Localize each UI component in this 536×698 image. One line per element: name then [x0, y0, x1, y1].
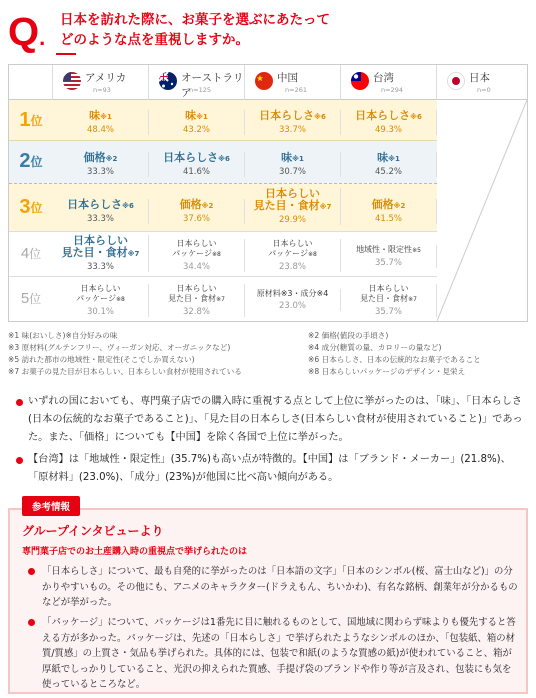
sample-size-japan: n=0 [477, 86, 491, 94]
cell-r3-usa: 日本らしさ※6 33.3% [53, 199, 149, 224]
country-name-taiwan: 台湾 [373, 72, 394, 84]
cell-r3-australia: 価格※2 37.6% [149, 199, 245, 224]
sample-size-usa: n=93 [93, 86, 111, 94]
cell-r1-china: 日本らしさ※6 33.7% [245, 110, 341, 135]
cell-r2-taiwan: 味※1 45.2% [341, 152, 437, 177]
note-4: ※4 成分(糖質の量、カロリーの量など) [308, 343, 442, 352]
cell-r5-usa: 日本らしい パッケージ※8 30.1% [53, 284, 149, 317]
note-2: ※2 価格(値段の手頃さ) [308, 331, 389, 340]
table-corner [9, 65, 53, 100]
cell-r2-australia: 日本らしさ※6 41.6% [149, 152, 245, 177]
question-line-1: 日本を訪れた際に、お菓子を選ぶにあたって [60, 12, 330, 28]
usa-flag-icon [63, 72, 81, 90]
rank-2: 2 位 [19, 150, 43, 172]
country-name-japan: 日本 [469, 72, 490, 84]
col-header-taiwan [341, 65, 437, 100]
cell-r1-taiwan: 日本らしさ※6 49.3% [341, 110, 437, 135]
col-header-australia [149, 65, 245, 100]
sample-size-china: n=261 [285, 86, 307, 94]
rank-1: 1 位 [19, 108, 43, 131]
sample-size-australia: n=125 [189, 86, 211, 94]
china-flag-icon [255, 72, 273, 90]
cell-r5-australia: 日本らしい 見た目・食材※7 32.8% [149, 284, 245, 317]
finding-2: 【台湾】は「地域性・限定性」(35.7%)も高い点が特徴的。【中国】は「ブランド・メーカー」(21.8%)、「原材料」(23.0%)、「成分」(23%)が他国に比べ高い傾向がある。 [14, 451, 524, 487]
cell-r4-australia: 日本らしい パッケージ※8 34.4% [149, 239, 245, 272]
cell-r5-taiwan: 日本らしい 見た目・食材※7 35.7% [341, 284, 437, 317]
ranking-table [8, 64, 528, 322]
cell-r3-china: 日本らしい 見た目・食材※7 29.9% [245, 188, 341, 225]
note-3: ※3 原材料(グルテンフリー、ヴィーガン対応、オーガニックなど) [8, 343, 231, 352]
taiwan-flag-icon [351, 72, 369, 90]
note-5: ※5 訪れた都市の地域性・限定性(そこでしか買えない) [8, 355, 195, 364]
cell-r2-usa: 価格※2 33.3% [53, 152, 149, 177]
question-line-2: どのような点を重視しますか。 [60, 32, 249, 48]
cell-r1-usa: 味※1 48.4% [53, 110, 149, 135]
note-1: ※1 味(おいしさ)※自分好みの味 [8, 331, 118, 340]
q-underline [56, 53, 76, 55]
reference-tag: 参考情報 [22, 496, 80, 516]
question-text [60, 10, 330, 50]
japan-empty-slash [437, 100, 527, 321]
note-7: ※7 お菓子の見た目が日本らしい、日本らしい食材が使用されている [8, 367, 242, 376]
cell-r4-china: 日本らしい パッケージ※8 23.8% [245, 239, 341, 272]
sample-size-taiwan: n=294 [381, 86, 403, 94]
rank-3: 3 位 [19, 195, 43, 218]
findings [14, 393, 524, 491]
cell-r3-taiwan: 価格※2 41.5% [341, 199, 437, 224]
col-header-china [245, 65, 341, 100]
note-6: ※6 日本らしさ、日本の伝統的なお菓子であること [308, 355, 481, 364]
finding-1: いずれの国においても、専門菓子店での購入時に重視する点として上位に挙がったのは、「味」、「日本らしさ(日本の伝統的なお菓子であること)」、「見た目の日本らしさ(日本らしい食材が使用されていること)」であった。また、「価格」についても【中国】を除く各国で上位に挙がった。 [14, 393, 524, 447]
rank-4: 4 位 [20, 245, 42, 262]
australia-flag-icon [159, 72, 177, 90]
reference-item-2: 「パッケージ」について、パッケージは1番先に目に触れるものとして、国地域に関わらず味よりも優先すると答える方が多かった。パッケージは、先述の「日本らしさ」で挙げられたようなシンボルのほか、「包装紙、箱の材質/質感」の上質さ・気品も挙げられた。具体的には、包装で和紙(のような質感の紙)が使われていること、箱が厚紙でしっかりしていること、光沢の抑えられた質感、手提げ袋のブランドや作り等が言及され、包装にも気を使っているところなど。 [28, 615, 518, 693]
cell-r4-usa: 日本らしい 見た目・食材※7 33.3% [53, 235, 149, 272]
reference-title: グループインタビューより [22, 524, 164, 538]
reference-box [8, 508, 528, 694]
col-header-japan [437, 65, 527, 100]
reference-subtitle: 専門菓子店でのお土産購入時の重視点で挙げられたのは [22, 547, 248, 557]
country-name-china: 中国 [277, 72, 298, 84]
question-header [8, 8, 528, 58]
cell-r4-taiwan: 地域性・限定性※5 35.7% [341, 245, 437, 268]
cell-r1-australia: 味※1 43.2% [149, 110, 245, 135]
cell-r2-china: 味※1 30.7% [245, 152, 341, 177]
country-name-australia: オーストラリア [181, 72, 244, 99]
reference-item-1: 「日本らしさ」について、最も自発的に挙がったのは「日本語の文字」「日本のシンボル(桜、富士山など)」の分かりやすいもの。その他にも、アニメのキャラクター(ドラえもん、ちいかわ)、有名な銘柄、創業年が分かるものなどが挙がった。 [28, 564, 518, 611]
note-8: ※8 日本らしいパッケージのデザイン・見栄え [308, 367, 466, 376]
country-name-usa: アメリカ [85, 72, 127, 84]
col-header-usa [53, 65, 149, 100]
cell-r5-china: 原材料※3・成分※4 23.0% [245, 289, 341, 311]
q-mark: Q. [8, 10, 46, 54]
rank-5: 5 位 [20, 290, 42, 307]
japan-flag-icon [447, 72, 465, 90]
